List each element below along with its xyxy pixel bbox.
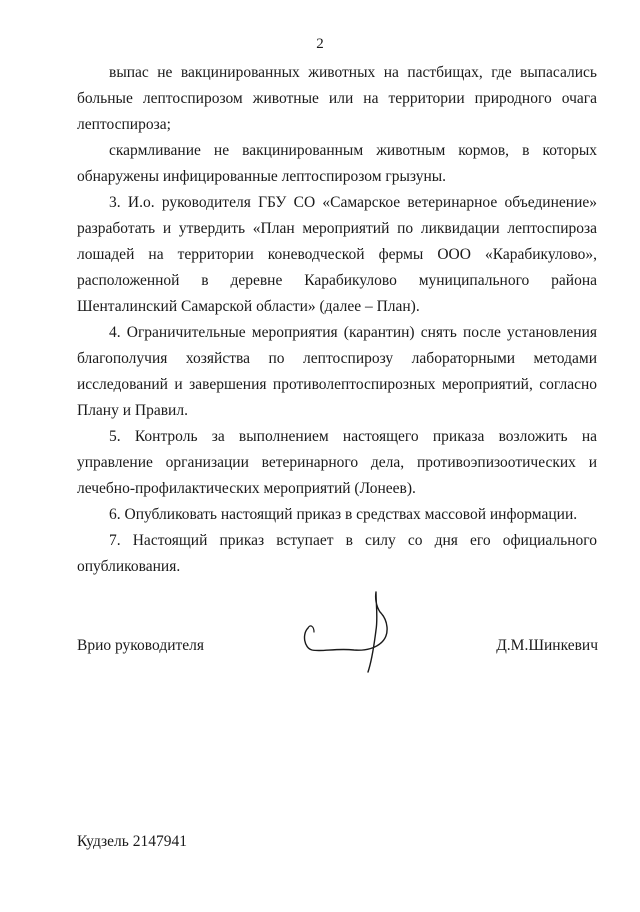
signatory-name: Д.М.Шинкевич [496, 637, 598, 654]
paragraph-feeding: скармливание не вакцинированным животным кормов, в которых обнаружены инфицированные лептоспирозом грызуны. [77, 142, 597, 185]
paragraph-item-6: 6. Опубликовать настоящий приказ в средствах массовой информации. [109, 506, 578, 523]
signatory-title: Врио руководителя [77, 637, 205, 654]
page-number: 2 [316, 36, 324, 52]
executor-info: Кудзель 2147941 [77, 833, 187, 850]
paragraph-pasture: выпас не вакцинированных животных на пастбищах, где выпасались больные лептоспирозом животные или на территории природного очага лептоспироза; [77, 64, 597, 133]
paragraph-item-3: 3. И.о. руководителя ГБУ СО «Самарское ветеринарное объединение» разработать и утвердить «План мероприятий по ликвидации лептоспироза лошадей на территории коневодческой фермы ООО «Карабикулово», расположенной в деревне Карабикулово муниципального района Шенталинский Самарской области» (далее – План). [77, 194, 597, 315]
paragraph-item-7: 7. Настоящий приказ вступает в силу со дня его официального опубликования. [77, 532, 597, 575]
handwritten-signature [296, 590, 406, 675]
document-body [77, 60, 597, 580]
paragraph-item-4: 4. Ограничительные мероприятия (карантин) снять после установления благополучия хозяйства по лептоспирозу лабораторными методами исследований и завершения противолептоспирозных мероприятий, согласно Плану и Правил. [77, 324, 597, 419]
paragraph-item-5: 5. Контроль за выполнением настоящего приказа возложить на управление организации ветеринарного дела, противоэпизоотических и лечебно-профилактических мероприятий (Лонеев). [77, 428, 597, 497]
